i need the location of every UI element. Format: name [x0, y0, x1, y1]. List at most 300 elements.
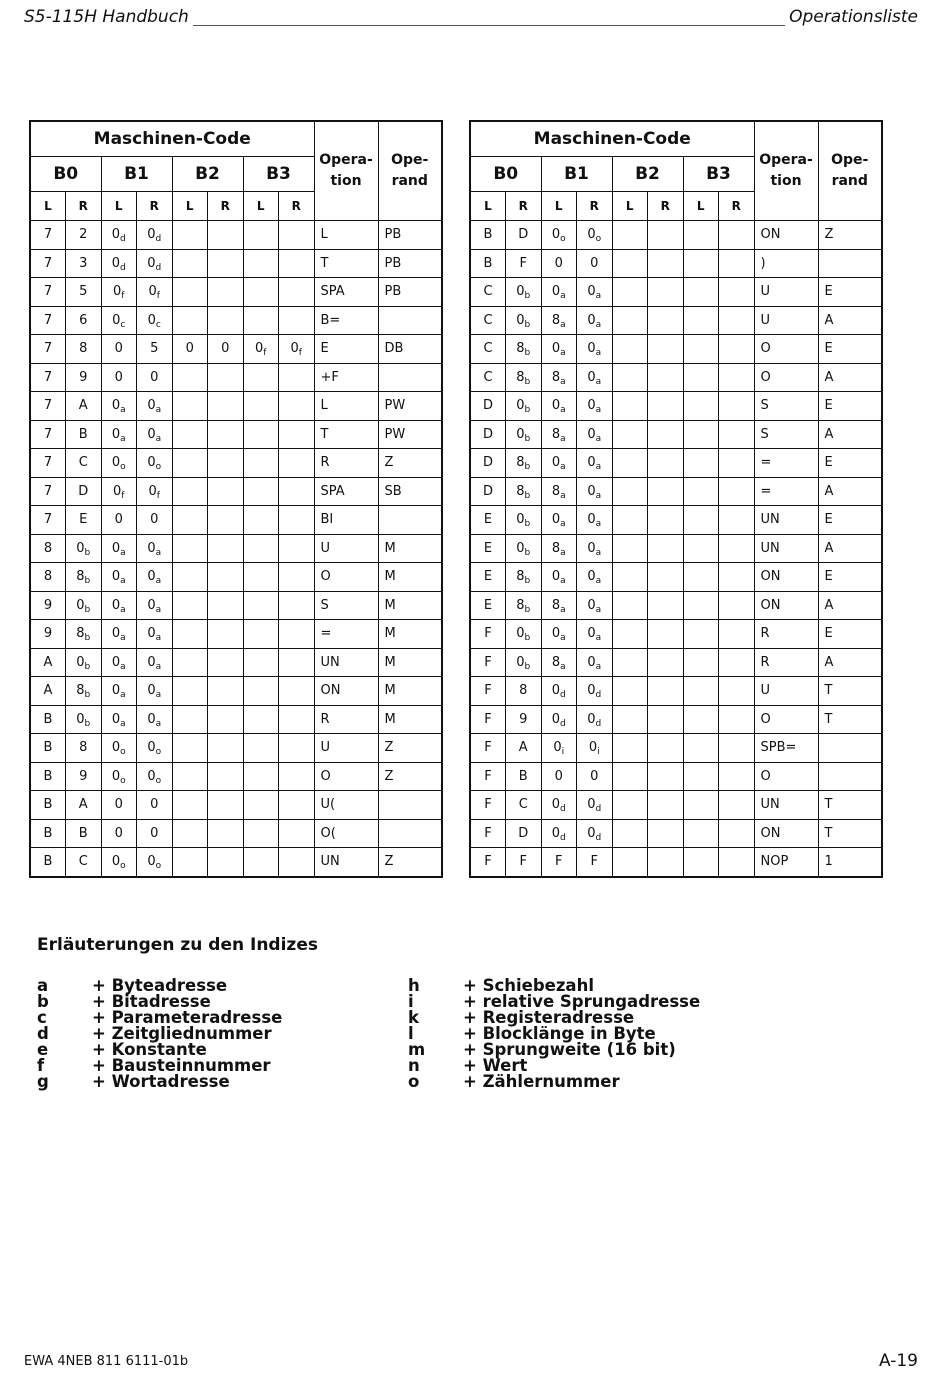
code-cell [719, 278, 755, 307]
operation-cell: ON [754, 221, 818, 250]
code-value: 0 [587, 825, 596, 841]
code-cell [101, 249, 137, 278]
table-row [30, 278, 442, 307]
code-cell [648, 762, 684, 791]
code-cell [683, 734, 719, 763]
operation-cell: S [314, 591, 378, 620]
code-cell [470, 477, 506, 506]
operation-cell: = [754, 449, 818, 478]
code-cell [541, 677, 577, 706]
code-index: b [524, 604, 531, 615]
table-row [470, 734, 882, 763]
code-cell [243, 278, 279, 307]
operand-cell [378, 306, 442, 335]
code-cell [506, 278, 542, 307]
operation-cell: E [314, 335, 378, 364]
code-cell [648, 848, 684, 877]
code-value: 0 [551, 569, 561, 585]
code-cell [506, 677, 542, 706]
code-cell [541, 420, 577, 449]
code-value: B [518, 768, 528, 784]
code-value: 0 [587, 398, 596, 414]
code-cell [208, 791, 244, 820]
code-value: 9 [519, 711, 528, 727]
code-cell [648, 734, 684, 763]
code-cell [137, 534, 173, 563]
code-cell [243, 363, 279, 392]
operand-cell: PW [378, 392, 442, 421]
code-index: d [120, 262, 126, 273]
code-cell [66, 734, 102, 763]
code-cell [470, 791, 506, 820]
code-cell [648, 620, 684, 649]
code-value: 7 [43, 312, 53, 328]
code-value: 0 [114, 825, 123, 841]
code-index: b [524, 490, 531, 501]
code-cell [66, 363, 102, 392]
code-value: 8 [519, 683, 528, 699]
code-cell [470, 677, 506, 706]
code-cell [137, 278, 173, 307]
code-cell [172, 677, 208, 706]
code-value: 8 [76, 683, 85, 699]
code-value: 0 [113, 483, 122, 499]
code-cell [683, 221, 719, 250]
code-index: b [524, 376, 531, 387]
code-cell [719, 449, 755, 478]
code-index: f [156, 291, 160, 302]
operand-cell: A [818, 591, 882, 620]
code-cell [577, 363, 613, 392]
legend-description: + Parameteradresse [92, 1008, 283, 1027]
code-value: 0 [147, 255, 156, 271]
code-value: 0 [111, 740, 121, 756]
code-cell [279, 705, 315, 734]
operand-cell: 1 [818, 848, 882, 877]
nibble-header: L [470, 192, 506, 221]
code-cell [612, 677, 648, 706]
code-cell [172, 392, 208, 421]
legend-letter: b [37, 992, 49, 1011]
code-value: 0 [111, 711, 121, 727]
code-value: 0 [147, 854, 156, 870]
code-cell [683, 249, 719, 278]
code-cell [30, 534, 66, 563]
code-index: o [120, 861, 126, 872]
code-cell [470, 506, 506, 535]
code-value: 0 [150, 512, 159, 528]
nibble-header: L [243, 192, 279, 221]
byte-header-b1: B1 [541, 157, 612, 192]
table-row [30, 306, 442, 335]
code-cell [648, 705, 684, 734]
code-cell [612, 221, 648, 250]
operation-header-line: Opera- [759, 152, 813, 168]
operation-cell: O [314, 563, 378, 592]
code-cell [30, 762, 66, 791]
operand-cell: E [818, 449, 882, 478]
code-cell [279, 278, 315, 307]
code-value: 0 [516, 626, 525, 642]
code-cell [612, 506, 648, 535]
legend-description: + Zählernummer [463, 1072, 620, 1091]
code-index: a [560, 633, 566, 644]
code-cell [243, 591, 279, 620]
code-cell [648, 563, 684, 592]
code-cell [612, 335, 648, 364]
code-value: E [483, 569, 493, 585]
operand-cell: Z [378, 762, 442, 791]
code-cell [243, 506, 279, 535]
table-row [470, 449, 882, 478]
operand-cell: DB [378, 335, 442, 364]
code-cell [243, 620, 279, 649]
operation-cell: R [314, 449, 378, 478]
operation-header [314, 121, 378, 221]
code-value: 0 [587, 312, 596, 328]
code-value: 0 [587, 341, 596, 357]
code-value: 7 [43, 398, 53, 414]
code-value: 0 [111, 597, 121, 613]
code-cell [648, 477, 684, 506]
code-value: 0 [111, 426, 121, 442]
code-cell [541, 278, 577, 307]
code-cell [506, 762, 542, 791]
code-value: 0 [147, 683, 156, 699]
operand-cell: T [818, 677, 882, 706]
code-cell [541, 506, 577, 535]
code-value: 0 [587, 654, 596, 670]
code-cell [612, 306, 648, 335]
header-manual-title: S5-115H Handbuch [24, 6, 193, 28]
code-index: a [595, 348, 602, 359]
page-header [24, 6, 918, 30]
operand-cell: Z [818, 221, 882, 250]
operand-cell: PB [378, 221, 442, 250]
legend-letter: k [408, 1008, 419, 1027]
code-value: 5 [150, 341, 159, 357]
code-value: C [483, 284, 493, 300]
table-row [470, 819, 882, 848]
operation-cell: UN [754, 534, 818, 563]
code-index: b [84, 604, 91, 615]
code-cell [506, 648, 542, 677]
code-cell [172, 620, 208, 649]
code-cell [66, 449, 102, 478]
code-cell [719, 363, 755, 392]
code-value: 9 [43, 626, 53, 642]
code-index: o [560, 234, 566, 245]
code-index: f [121, 490, 125, 501]
code-cell [577, 278, 613, 307]
code-index: b [84, 661, 91, 672]
code-cell [648, 648, 684, 677]
code-value: A [78, 797, 88, 813]
code-cell [279, 534, 315, 563]
operation-cell: UN [314, 848, 378, 877]
code-index: b [524, 291, 531, 302]
code-value: F [484, 683, 492, 699]
operand-cell [378, 506, 442, 535]
code-cell [612, 791, 648, 820]
code-value: 7 [43, 341, 53, 357]
byte-header-b0: B0 [470, 157, 541, 192]
code-cell [66, 677, 102, 706]
code-value: 0 [113, 284, 122, 300]
table-row [470, 791, 882, 820]
code-index: a [560, 319, 566, 330]
code-cell [66, 306, 102, 335]
code-cell [66, 762, 102, 791]
operand-cell: Z [378, 734, 442, 763]
code-cell [172, 335, 208, 364]
code-cell [279, 420, 315, 449]
table-row [30, 363, 442, 392]
operation-header-line: tion [330, 173, 362, 189]
code-index: a [595, 576, 602, 587]
code-cell [243, 819, 279, 848]
code-index: b [524, 348, 531, 359]
code-cell [172, 591, 208, 620]
code-value: 0 [551, 683, 561, 699]
code-cell [541, 819, 577, 848]
code-cell [279, 563, 315, 592]
code-value: 8 [79, 341, 88, 357]
code-cell [243, 221, 279, 250]
code-cell [470, 449, 506, 478]
code-cell [541, 306, 577, 335]
code-value: 8 [76, 569, 85, 585]
nibble-header: R [66, 192, 102, 221]
operand-cell: M [378, 591, 442, 620]
code-value: 7 [43, 426, 53, 442]
code-value: B [78, 825, 88, 841]
code-index: a [560, 405, 566, 416]
operand-cell: PW [378, 420, 442, 449]
operation-table-2 [469, 120, 883, 878]
operand-cell: M [378, 534, 442, 563]
code-value: 7 [43, 284, 53, 300]
code-cell [648, 392, 684, 421]
code-cell [577, 221, 613, 250]
code-cell [243, 848, 279, 877]
code-index: b [524, 405, 531, 416]
code-cell [208, 734, 244, 763]
operation-cell: S [754, 420, 818, 449]
code-cell [208, 705, 244, 734]
code-cell [541, 534, 577, 563]
table-row [30, 620, 442, 649]
code-cell [719, 249, 755, 278]
code-value: 8 [43, 569, 53, 585]
code-index: c [120, 319, 126, 330]
operand-cell: SB [378, 477, 442, 506]
code-cell [541, 591, 577, 620]
code-cell [506, 591, 542, 620]
code-index: b [84, 576, 91, 587]
legend-description: + Zeitgliednummer [92, 1024, 272, 1043]
legend-description: + relative Sprungadresse [463, 992, 701, 1011]
code-value: 0 [587, 512, 596, 528]
code-value: 0 [147, 597, 156, 613]
code-value: 0 [516, 426, 525, 442]
code-cell [208, 363, 244, 392]
code-value: F [484, 740, 492, 756]
code-value: 8 [551, 312, 561, 328]
code-cell [612, 563, 648, 592]
code-cell [66, 705, 102, 734]
code-cell [612, 734, 648, 763]
code-cell [101, 591, 137, 620]
code-cell [612, 449, 648, 478]
operand-cell: PB [378, 249, 442, 278]
byte-header-b2: B2 [172, 157, 243, 192]
table-row [470, 392, 882, 421]
code-cell [719, 392, 755, 421]
code-cell [66, 335, 102, 364]
code-value: 0 [111, 227, 121, 243]
code-cell [683, 563, 719, 592]
code-value: 0 [551, 341, 561, 357]
code-value: 0 [111, 255, 121, 271]
code-cell [137, 306, 173, 335]
code-cell [30, 705, 66, 734]
code-cell [243, 705, 279, 734]
operand-cell: E [818, 506, 882, 535]
code-cell [172, 306, 208, 335]
code-cell [541, 734, 577, 763]
table-row [470, 335, 882, 364]
code-cell [208, 392, 244, 421]
code-cell [683, 477, 719, 506]
code-cell [719, 477, 755, 506]
code-value: 0 [551, 825, 561, 841]
code-cell [243, 648, 279, 677]
code-cell [172, 848, 208, 877]
code-index: a [120, 547, 126, 558]
code-value: 0 [111, 683, 121, 699]
code-cell [101, 705, 137, 734]
code-value: 9 [43, 597, 53, 613]
code-cell [577, 477, 613, 506]
code-cell [243, 449, 279, 478]
code-index: o [120, 747, 126, 758]
code-cell [648, 335, 684, 364]
code-index: b [84, 633, 91, 644]
code-index: a [155, 690, 162, 701]
operation-cell: = [754, 477, 818, 506]
code-value: B [78, 426, 88, 442]
operand-cell: M [378, 705, 442, 734]
operation-cell: O [754, 363, 818, 392]
code-cell [506, 791, 542, 820]
operation-cell: U [314, 534, 378, 563]
code-value: 8 [516, 597, 525, 613]
code-value: 6 [79, 312, 88, 328]
code-cell [137, 620, 173, 649]
code-value: 0 [147, 626, 156, 642]
code-cell [208, 563, 244, 592]
code-value: 0 [551, 512, 561, 528]
code-cell [172, 563, 208, 592]
code-value: 8 [516, 369, 525, 385]
code-cell [648, 420, 684, 449]
legend-letter: i [408, 992, 414, 1011]
code-cell [279, 506, 315, 535]
code-cell [612, 278, 648, 307]
code-cell [506, 705, 542, 734]
code-cell [172, 221, 208, 250]
code-value: A [43, 683, 53, 699]
code-value: 8 [551, 483, 561, 499]
code-cell [612, 591, 648, 620]
legend-letter: a [37, 976, 49, 995]
code-cell [648, 506, 684, 535]
code-index: a [120, 433, 126, 444]
code-value: 8 [551, 540, 561, 556]
operation-cell: U [754, 306, 818, 335]
code-cell [101, 734, 137, 763]
code-value: 5 [79, 284, 88, 300]
code-value: F [519, 255, 527, 271]
code-cell [279, 591, 315, 620]
code-cell [648, 819, 684, 848]
code-cell [208, 819, 244, 848]
operand-header [818, 121, 882, 221]
code-value: 0 [587, 284, 596, 300]
code-index: a [595, 405, 602, 416]
table-row [470, 278, 882, 307]
code-value: F [484, 626, 492, 642]
code-value: 7 [43, 255, 53, 271]
code-cell [577, 306, 613, 335]
code-index: d [155, 234, 162, 245]
table-row [470, 848, 882, 877]
table-row [470, 477, 882, 506]
code-value: 8 [516, 569, 525, 585]
code-cell [101, 534, 137, 563]
code-value: 0 [587, 455, 596, 471]
code-cell [279, 363, 315, 392]
operand-cell [818, 249, 882, 278]
nibble-header: R [648, 192, 684, 221]
code-cell [137, 221, 173, 250]
operand-cell: A [818, 363, 882, 392]
code-value: 0 [551, 711, 561, 727]
code-cell [137, 449, 173, 478]
code-value: 0 [255, 341, 264, 357]
code-cell [66, 278, 102, 307]
code-value: 0 [114, 512, 123, 528]
code-cell [101, 791, 137, 820]
code-cell [137, 392, 173, 421]
operation-cell: +F [314, 363, 378, 392]
code-cell [577, 534, 613, 563]
table-row [470, 306, 882, 335]
code-cell [648, 534, 684, 563]
code-value: B [43, 768, 53, 784]
code-cell [208, 534, 244, 563]
code-cell [172, 819, 208, 848]
code-cell [541, 791, 577, 820]
code-cell [66, 534, 102, 563]
machine-code-header: Maschinen-Code [30, 121, 314, 157]
code-cell [101, 306, 137, 335]
code-index: a [155, 718, 162, 729]
code-index: a [595, 319, 602, 330]
code-value: 8 [43, 540, 53, 556]
code-cell [648, 278, 684, 307]
